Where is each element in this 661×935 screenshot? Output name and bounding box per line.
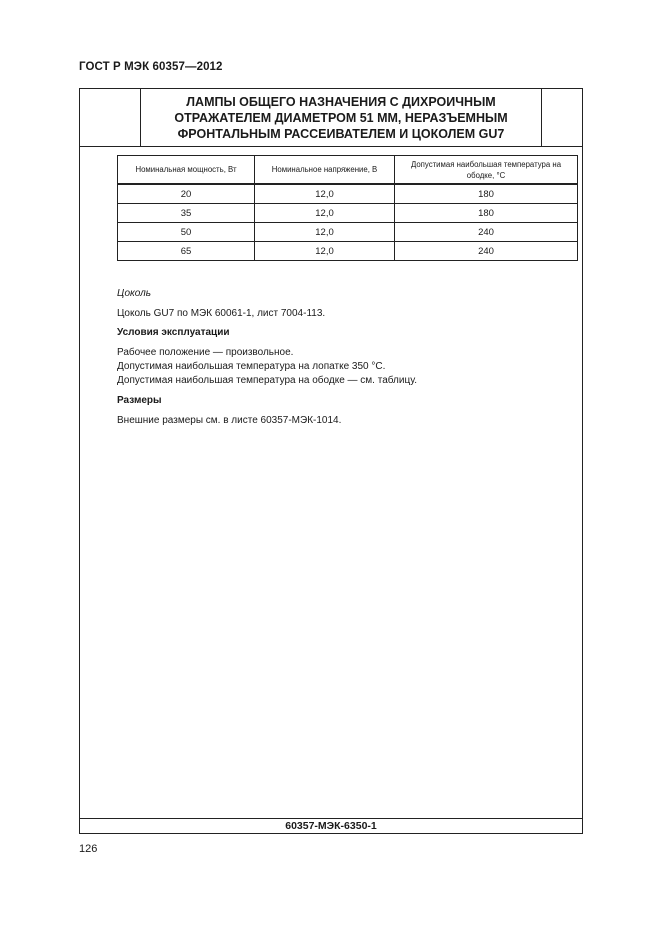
- cell-voltage: 12,0: [255, 184, 395, 204]
- header-voltage: Номинальное напряжение, В: [255, 156, 395, 185]
- table-header-row: [118, 156, 578, 185]
- cell-temperature: 180: [395, 184, 578, 204]
- table-row: [118, 184, 578, 204]
- sheet-code: 60357-МЭК-6350-1: [285, 820, 377, 832]
- cell-temperature: 180: [395, 204, 578, 223]
- lamp-parameters-table: [117, 155, 578, 261]
- dimensions-text: Внешние размеры см. в листе 60357-МЭК-1014.: [117, 415, 342, 426]
- title-line: ЛАМПЫ ОБЩЕГО НАЗНАЧЕНИЯ С ДИХРОИЧНЫМ: [186, 94, 496, 109]
- dimensions-heading: Размеры: [117, 395, 162, 406]
- cell-temperature: 240: [395, 223, 578, 242]
- header-temperature: Допустимая наибольшая температура на ободке, °С: [395, 156, 578, 185]
- standard-designation: ГОСТ Р МЭК 60357—2012: [79, 61, 223, 73]
- page-number: 126: [79, 843, 98, 855]
- table-row: [118, 223, 578, 242]
- conditions-line: Допустимая наибольшая температура на лопатке 350 °С.: [117, 361, 386, 372]
- cell-voltage: 12,0: [255, 204, 395, 223]
- cell-temperature: 240: [395, 242, 578, 261]
- table-row: [118, 204, 578, 223]
- cell-power: 65: [118, 242, 255, 261]
- title-line: ОТРАЖАТЕЛЕМ ДИАМЕТРОМ 51 ММ, НЕРАЗЪЕМНЫМ: [174, 110, 508, 125]
- header-power: Номинальная мощность, Вт: [118, 156, 255, 185]
- cell-power: 35: [118, 204, 255, 223]
- base-text: Цоколь GU7 по МЭК 60061-1, лист 7004-113.: [117, 308, 326, 319]
- table-row: [118, 242, 578, 261]
- sheet-frame: [79, 88, 583, 834]
- sheet-title: [174, 94, 507, 142]
- title-box: [140, 89, 542, 146]
- conditions-line: Рабочее положение — произвольное.: [117, 347, 294, 358]
- cell-power: 50: [118, 223, 255, 242]
- cell-voltage: 12,0: [255, 242, 395, 261]
- cell-power: 20: [118, 184, 255, 204]
- conditions-heading: Условия эксплуатации: [117, 327, 230, 338]
- title-row: [80, 89, 582, 147]
- conditions-line: Допустимая наибольшая температура на ободке — см. таблицу.: [117, 375, 417, 386]
- base-heading: Цоколь: [117, 288, 152, 299]
- title-line: ФРОНТАЛЬНЫМ РАССЕИВАТЕЛЕМ И ЦОКОЛЕМ GU7: [177, 126, 505, 141]
- cell-voltage: 12,0: [255, 223, 395, 242]
